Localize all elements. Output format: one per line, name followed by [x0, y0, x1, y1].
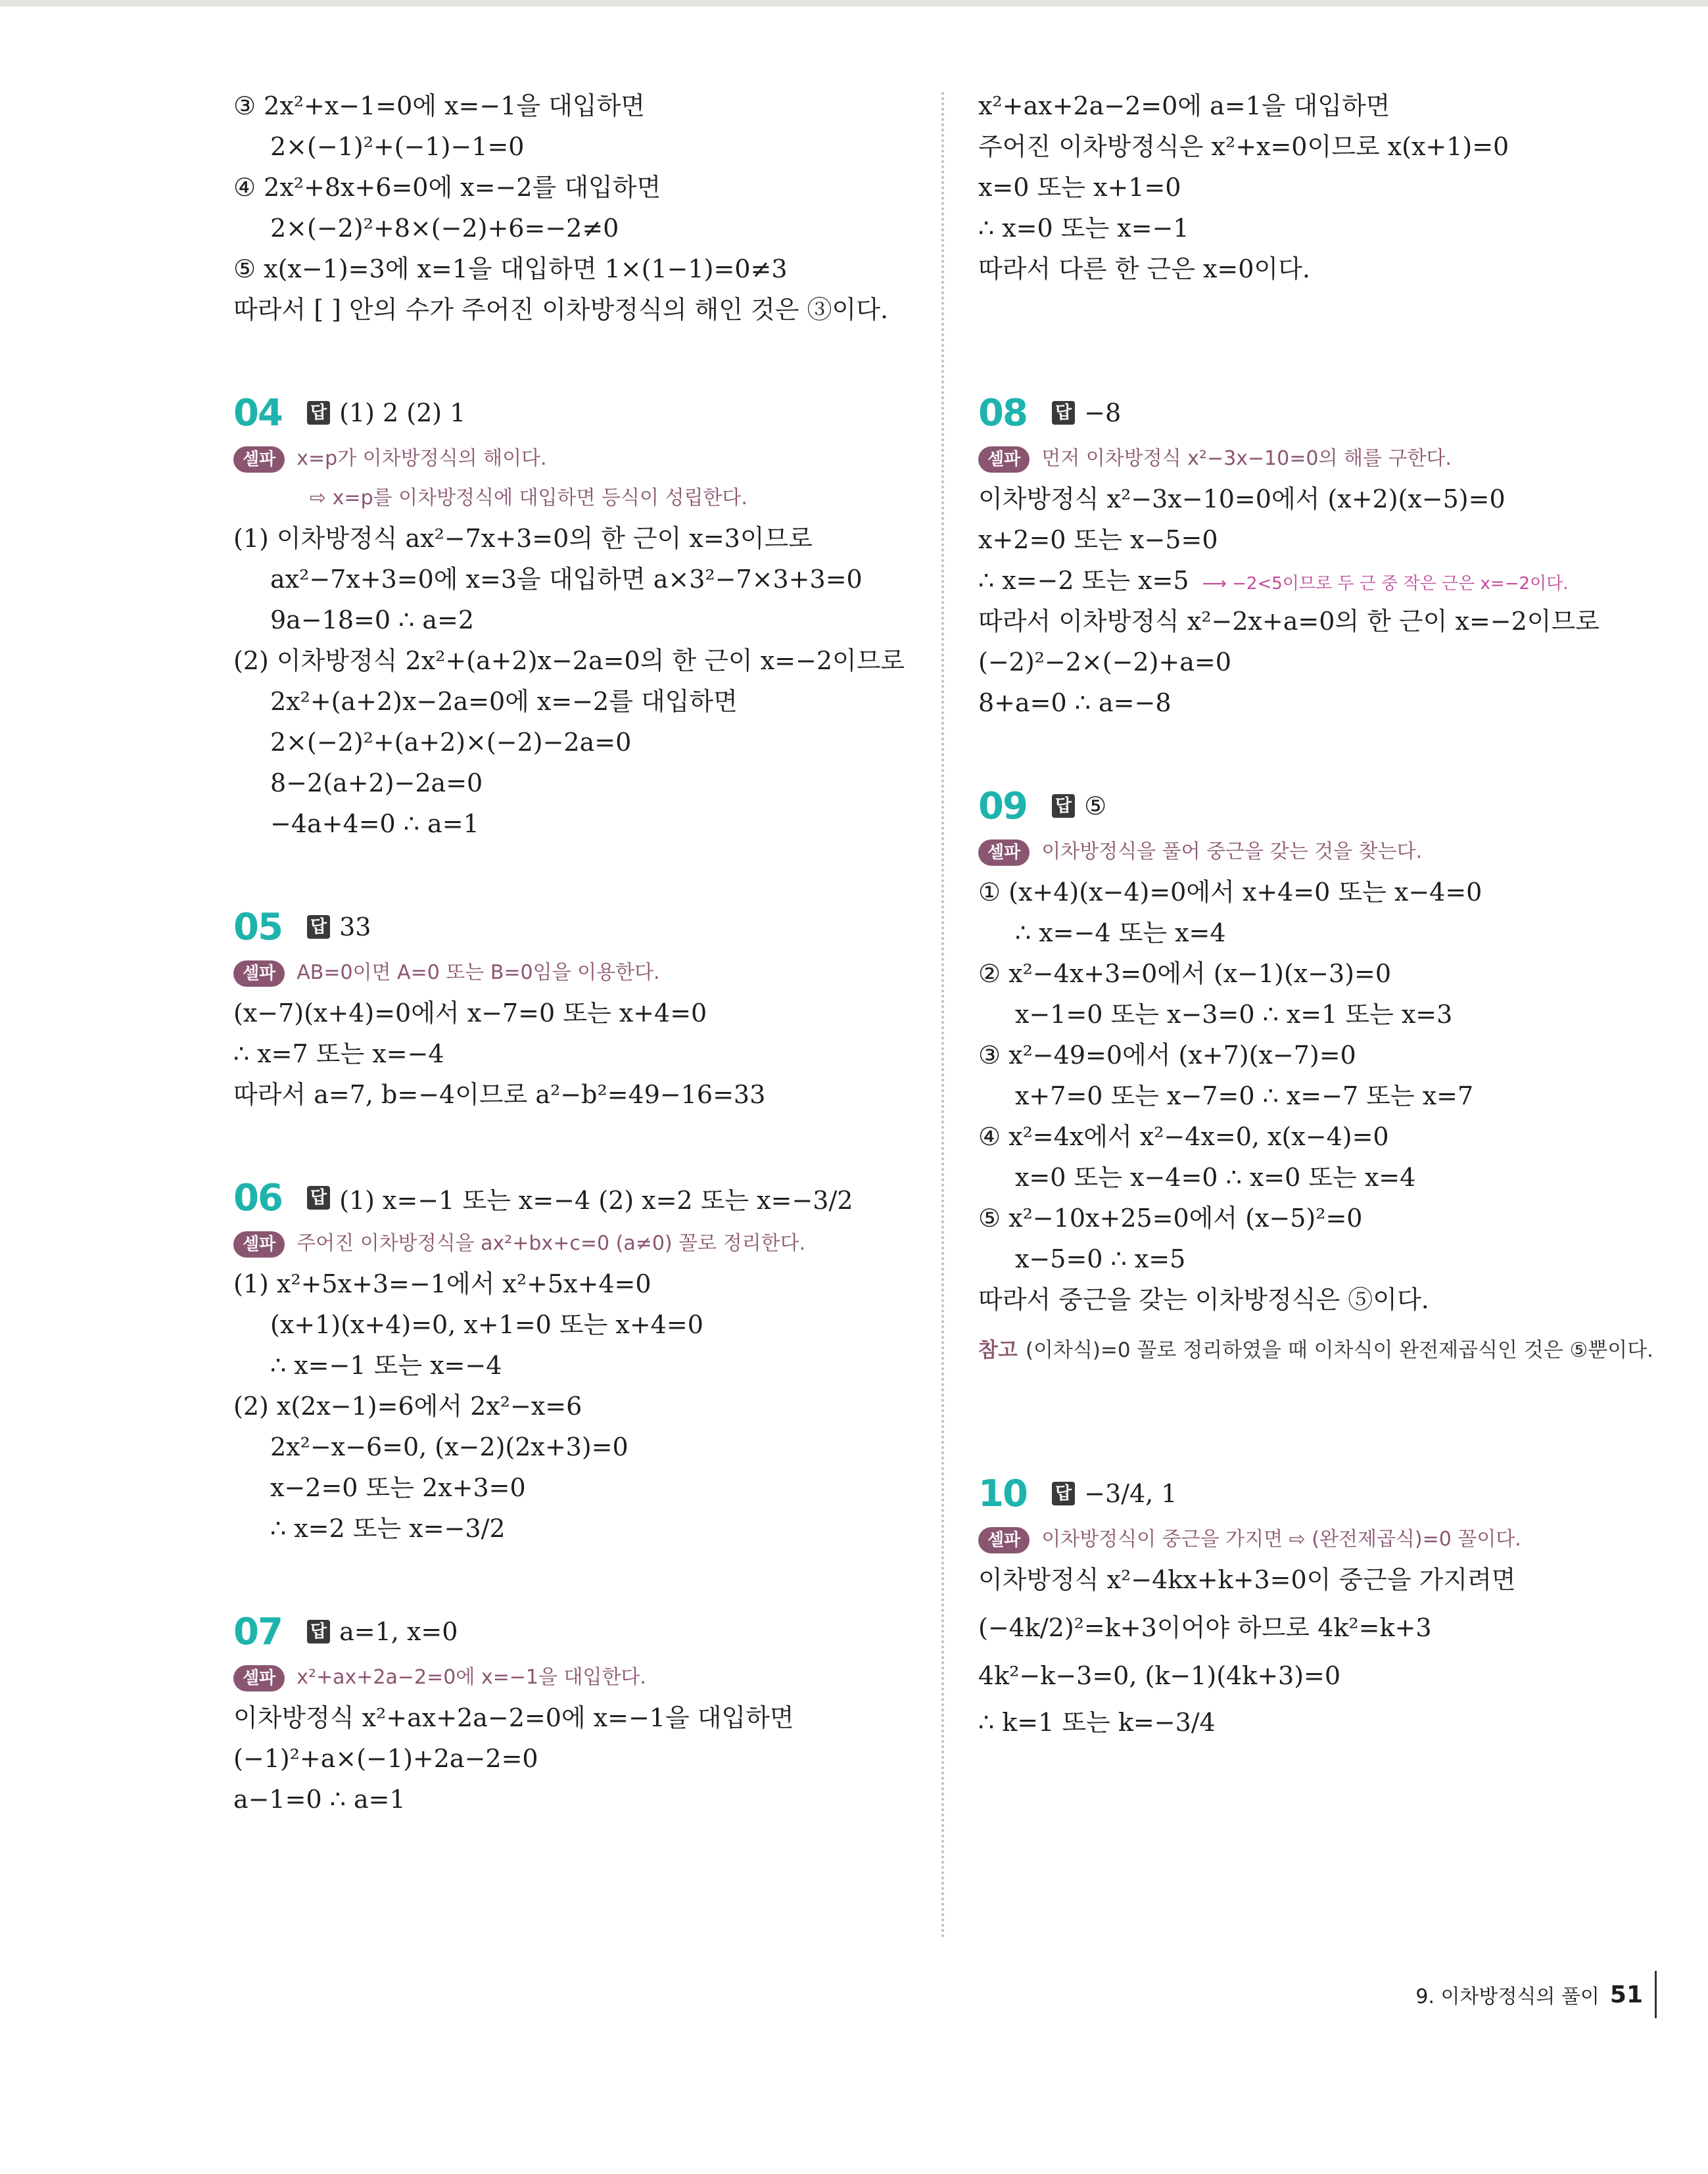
chapter-title: 9. 이차방정식의 풀이: [1415, 1985, 1600, 2008]
right-column: [978, 85, 1675, 1749]
solution-line: 따라서 [ ] 안의 수가 주어진 이차방정식의 해인 것은 ③이다.: [233, 295, 889, 324]
answer-text: ⑤: [1084, 792, 1107, 820]
hint: [233, 439, 911, 479]
solution-line: 2x²+(a+2)x−2a=0에 x=−2를 대입하면: [270, 687, 738, 716]
solution-line: (1) x²+5x+3=−1에서 x²+5x+4=0: [233, 1269, 652, 1298]
problem-number: 08: [978, 391, 1027, 435]
answer-text: (1) x=−1 또는 x=−4 (2) x=2 또는 x=−3/2: [339, 1185, 853, 1215]
solution-line: ∴ x=−4 또는 x=4: [1015, 918, 1226, 947]
problem-06: [233, 1171, 911, 1549]
solution-line: x−1=0 또는 x−3=0 ∴ x=1 또는 x=3: [1015, 1000, 1453, 1029]
solution-line: (2) 이차방정식 2x²+(a+2)x−2a=0의 한 근이 x=−2이므로: [233, 646, 905, 675]
note-text: (이차식)=0 꼴로 정리하였을 때 이차식이 완전제곱식인 것은 ⑤뿐이다.: [1025, 1338, 1654, 1362]
solution-line: (2) x(2x−1)=6에서 2x²−x=6: [233, 1392, 582, 1421]
solution-line: 이차방정식 x²−4kx+k+3=0이 중근을 가지려면: [978, 1565, 1516, 1594]
solution-text: ∴ x=−2 또는 x=5: [978, 566, 1189, 595]
solution-line: 따라서 이차방정식 x²−2x+a=0의 한 근이 x=−2이므로: [978, 607, 1600, 636]
column-divider: [941, 92, 944, 1939]
solution-line: 따라서 a=7, b=−4이므로 a²−b²=49−16=33: [233, 1080, 766, 1109]
solution-line: 이차방정식 x²+ax+2a−2=0에 x=−1을 대입하면: [233, 1703, 794, 1732]
hint-badge: 셀파: [978, 1527, 1030, 1553]
solution-line: ③ x²−49=0에서 (x+7)(x−7)=0: [978, 1041, 1356, 1070]
solution-line: x+7=0 또는 x−7=0 ∴ x=−7 또는 x=7: [1015, 1081, 1474, 1110]
solution-line: ① (x+4)(x−4)=0에서 x+4=0 또는 x−4=0: [978, 878, 1483, 907]
solution-line: ③ 2x²+x−1=0에 x=−1을 대입하면: [233, 91, 645, 120]
solution-line: (x−7)(x+4)=0에서 x−7=0 또는 x+4=0: [233, 999, 707, 1028]
solution-line: 주어진 이차방정식은 x²+x=0이므로 x(x+1)=0: [978, 132, 1509, 161]
arrow-annotation: ⟶ −2<5이므로 두 근 중 작은 근은 x=−2이다.: [1202, 574, 1569, 594]
problem-07: [233, 1605, 911, 1820]
hint-text: x=p가 이차방정식의 해이다.: [297, 447, 547, 470]
hint-text: x²+ax+2a−2=0에 x=−1을 대입한다.: [297, 1666, 646, 1689]
page-footer: [1415, 1971, 1657, 2018]
solution-line: 4k²−k−3=0, (k−1)(4k+3)=0: [978, 1661, 1341, 1690]
answer-text: −8: [1084, 398, 1122, 427]
solution-line: x−2=0 또는 2x+3=0: [270, 1473, 526, 1502]
solution-line: 8+a=0 ∴ a=−8: [978, 688, 1172, 717]
problem-number: 05: [233, 905, 282, 949]
answer-text: −3/4, 1: [1084, 1479, 1177, 1508]
hint-text: 이차방정식이 중근을 가지면 ⇨ (완전제곱식)=0 꼴이다.: [1041, 1528, 1521, 1551]
problem-08: [978, 387, 1675, 723]
solution-line: 9a−18=0 ∴ a=2: [270, 605, 475, 634]
solution-line: ∴ x=7 또는 x=−4: [233, 1039, 444, 1068]
problem-header: [978, 387, 1675, 439]
solution-line: x−5=0 ∴ x=5: [1015, 1244, 1186, 1273]
note-tag: 참고: [978, 1338, 1018, 1362]
answer-tag: 답: [307, 1620, 330, 1643]
answer-tag: 답: [1052, 1482, 1075, 1505]
hint: [978, 832, 1675, 872]
answer-tag: 답: [307, 1186, 330, 1210]
hint-badge: 셀파: [978, 446, 1030, 473]
hint-text: AB=0이면 A=0 또는 B=0임을 이용한다.: [297, 961, 660, 984]
problem-number: 07: [233, 1610, 282, 1653]
page-number: 51: [1609, 1981, 1643, 2008]
hint: [233, 1658, 911, 1697]
solution-line: ∴ x=2 또는 x=−3/2: [270, 1514, 506, 1543]
solution-line: 이차방정식 x²−3x−10=0에서 (x+2)(x−5)=0: [978, 484, 1506, 513]
problem-10: [978, 1467, 1675, 1749]
answer-tag: 답: [1052, 794, 1075, 818]
answer-tag: 답: [307, 915, 330, 939]
solution-line: ∴ x=0 또는 x=−1: [978, 214, 1189, 243]
carry-over-solution: [978, 85, 1675, 289]
hint-text: 먼저 이차방정식 x²−3x−10=0의 해를 구한다.: [1041, 447, 1452, 470]
solution-line: x²+ax+2a−2=0에 a=1을 대입하면: [978, 91, 1390, 120]
solution-line: 따라서 다른 한 근은 x=0이다.: [978, 254, 1310, 283]
hint-badge: 셀파: [233, 1665, 285, 1691]
solution-line: x+2=0 또는 x−5=0: [978, 525, 1218, 554]
hint-text: 주어진 이차방정식을 ax²+bx+c=0 (a≠0) 꼴로 정리한다.: [297, 1232, 806, 1255]
solution-line: (−2)²−2×(−2)+a=0: [978, 648, 1231, 676]
answer-tag: 답: [307, 401, 330, 425]
top-border: [0, 0, 1708, 7]
solution-line: x=0 또는 x−4=0 ∴ x=0 또는 x=4: [1015, 1163, 1416, 1192]
solution-line: ② x²−4x+3=0에서 (x−1)(x−3)=0: [978, 959, 1391, 988]
solution-line: (1) 이차방정식 ax²−7x+3=0의 한 근이 x=3이므로: [233, 524, 813, 553]
solution-line: a−1=0 ∴ a=1: [233, 1785, 406, 1814]
footer-divider: [1655, 1971, 1657, 2018]
hint-badge: 셀파: [233, 1231, 285, 1258]
solution-line: 2x²−x−6=0, (x−2)(2x+3)=0: [270, 1432, 629, 1461]
solution-line: ax²−7x+3=0에 x=3을 대입하면 a×3²−7×3+3=0: [270, 565, 863, 594]
solution-line: (−4k/2)²=k+3이어야 하므로 4k²=k+3: [978, 1613, 1432, 1642]
problem-04: [233, 387, 911, 844]
problem-header: [233, 1171, 911, 1224]
problem-number: 09: [978, 784, 1027, 828]
problem-header: [233, 901, 911, 953]
problem-09: [978, 780, 1675, 1369]
solution-line: ④ 2x²+8x+6=0에 x=−2를 대입하면: [233, 173, 661, 202]
carry-over-solution: [233, 85, 911, 330]
solution-line: 2×(−2)²+(a+2)×(−2)−2a=0: [270, 728, 632, 757]
answer-text: (1) 2 (2) 1: [339, 398, 466, 427]
hint: [233, 1224, 911, 1264]
solution-line: 2×(−2)²+8×(−2)+6=−2≠0: [270, 214, 619, 243]
hint: [978, 1520, 1675, 1559]
hint: [978, 439, 1675, 479]
solution-line: ⑤ x²−10x+25=0에서 (x−5)²=0: [978, 1204, 1363, 1233]
solution-line: x=0 또는 x+1=0: [978, 173, 1181, 202]
hint-text-2: ⇨ x=p를 이차방정식에 대입하면 등식이 성립한다.: [310, 486, 747, 509]
problem-header: [233, 387, 911, 439]
answer-tag: 답: [1052, 401, 1075, 425]
problem-header: [978, 1467, 1675, 1520]
left-column: [233, 85, 911, 1820]
problem-number: 04: [233, 391, 282, 435]
answer-text: 33: [339, 912, 371, 941]
solution-line: 따라서 중근을 갖는 이차방정식은 ⑤이다.: [978, 1285, 1429, 1314]
solution-line: 8−2(a+2)−2a=0: [270, 768, 483, 797]
hint: [233, 953, 911, 993]
hint-badge: 셀파: [978, 839, 1030, 866]
problem-number: 10: [978, 1472, 1027, 1515]
problem-number: 06: [233, 1176, 282, 1219]
problem-05: [233, 901, 911, 1115]
answer-text: a=1, x=0: [339, 1617, 458, 1646]
problem-header: [233, 1605, 911, 1658]
solution-line: ⑤ x(x−1)=3에 x=1을 대입하면 1×(1−1)=0≠3: [233, 254, 788, 283]
solution-line: ∴ k=1 또는 k=−3/4: [978, 1708, 1216, 1737]
problem-header: [978, 780, 1675, 832]
solution-line: ∴ x=−1 또는 x=−4: [270, 1351, 502, 1380]
solution-line: ④ x²=4x에서 x²−4x=0, x(x−4)=0: [978, 1122, 1389, 1151]
solution-line: −4a+4=0 ∴ a=1: [270, 809, 479, 838]
hint-badge: 셀파: [233, 960, 285, 987]
hint-text: 이차방정식을 풀어 중근을 갖는 것을 찾는다.: [1041, 840, 1423, 863]
hint-badge: 셀파: [233, 446, 285, 473]
solution-line: 2×(−1)²+(−1)−1=0: [270, 132, 525, 161]
solution-line: (−1)²+a×(−1)+2a−2=0: [233, 1744, 538, 1773]
solution-line: (x+1)(x+4)=0, x+1=0 또는 x+4=0: [270, 1310, 703, 1339]
reference-note: [978, 1332, 1675, 1369]
solution-line: [978, 560, 1675, 601]
